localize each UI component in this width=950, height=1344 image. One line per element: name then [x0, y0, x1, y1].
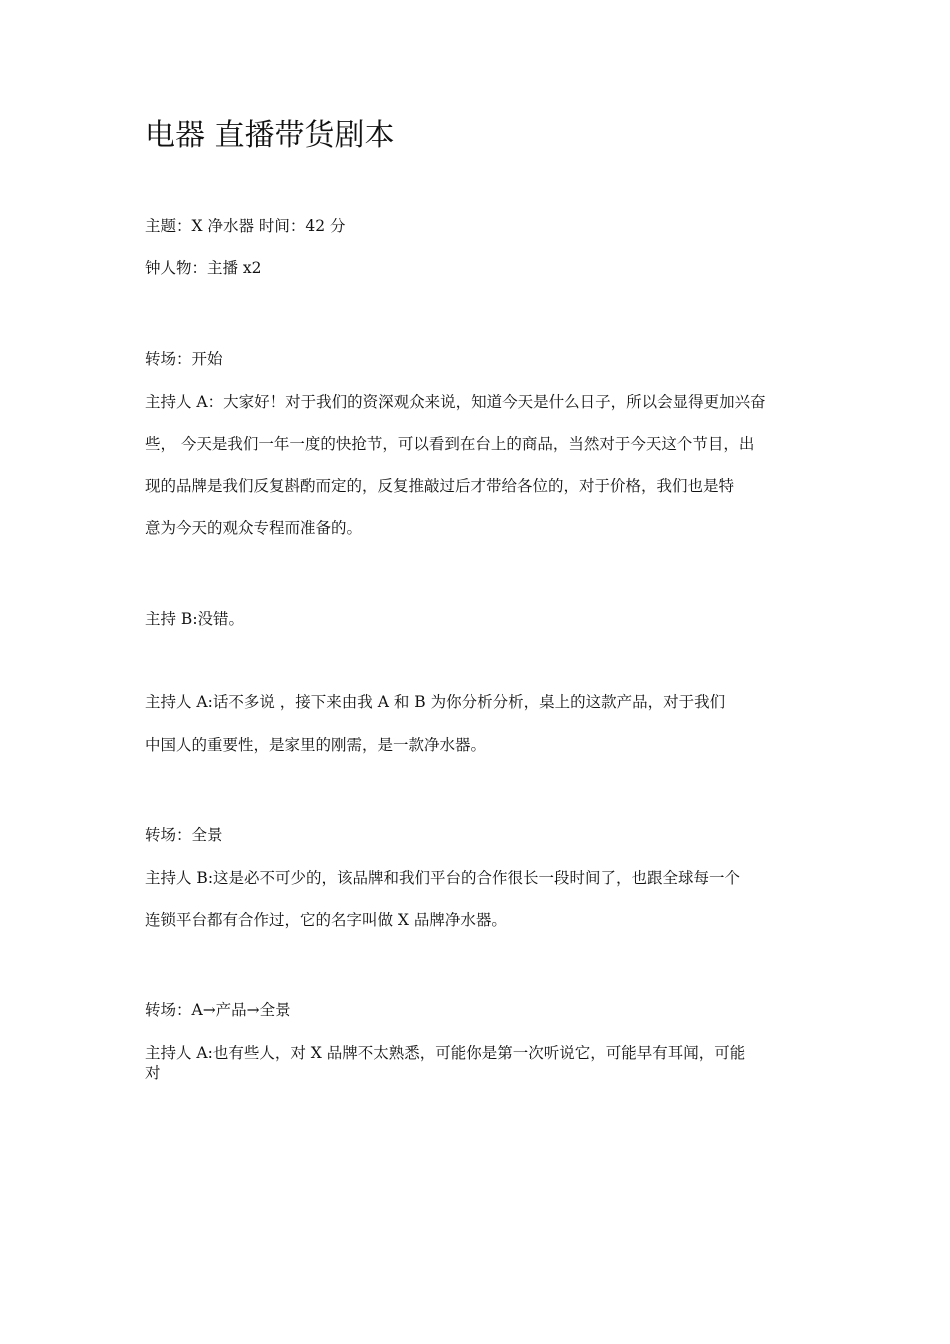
- paragraph-line: 对: [145, 1064, 161, 1082]
- transition-panorama: 转场：全景: [145, 826, 223, 844]
- paragraph-line: 主持人 A：大家好！对于我们的资深观众来说，知道今天是什么日子，所以会显得更加兴奋: [145, 393, 766, 411]
- paragraph-line: 主持人 A:也有些人，对 X 品牌不太熟悉，可能你是第一次听说它，可能早有耳闻，可能: [145, 1044, 746, 1062]
- paragraph-line: 中国人的重要性，是家里的刚需，是一款净水器。: [145, 736, 487, 754]
- transition-start: 转场：开始: [145, 350, 223, 368]
- paragraph-line: 意为今天的观众专程而准备的。: [145, 519, 363, 537]
- transition-product: 转场：A→产品→全景: [145, 1001, 291, 1019]
- paragraph-line: 主持人 A:话不多说 ，接下来由我 A 和 B 为你分析分析，桌上的这款产品，对于我们: [145, 693, 726, 711]
- paragraph-line: 连锁平台都有合作过，它的名字叫做 X 品牌净水器。: [145, 911, 507, 929]
- paragraph-line: 主持 B:没错。: [145, 610, 245, 628]
- paragraph-line: 现的品牌是我们反复斟酌而定的，反复推敲过后才带给各位的，对于价格，我们也是特: [145, 477, 735, 495]
- people-line: 钟人物：主播 x2: [145, 259, 262, 277]
- paragraph-line: 主持人 B:这是必不可少的，该品牌和我们平台的合作很长一段时间了，也跟全球每一个: [145, 869, 741, 887]
- document-title: 电器 直播带货剧本: [145, 118, 395, 153]
- paragraph-line: 些， 今天是我们一年一度的快抢节，可以看到在台上的商品，当然对于今天这个节目，出: [145, 435, 755, 453]
- topic-line: 主题：X 净水器 时间：42 分: [145, 217, 346, 235]
